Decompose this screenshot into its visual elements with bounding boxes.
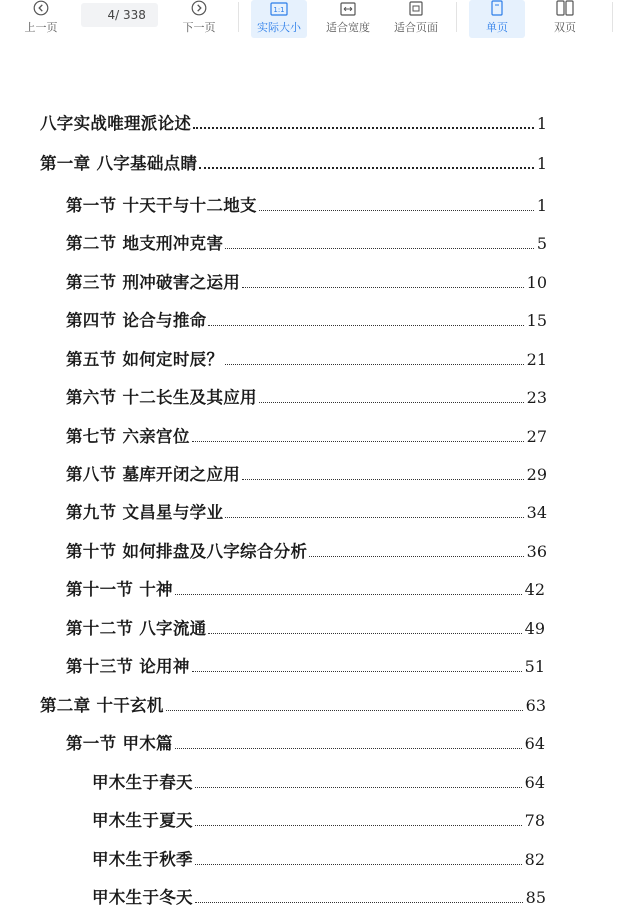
- double-page-label: 双页: [554, 21, 576, 34]
- toc-entry[interactable]: [92, 850, 545, 870]
- toc-entry[interactable]: [66, 273, 547, 293]
- toc-entry-title: 第七节 六亲宫位: [66, 427, 190, 446]
- toc-entry[interactable]: [92, 888, 546, 908]
- toc-entry[interactable]: [92, 811, 545, 831]
- toc-entry[interactable]: [40, 696, 546, 716]
- toc-entry[interactable]: [66, 580, 545, 600]
- toc-leader-dots: [192, 440, 524, 442]
- toc-entry-title: 第十三节 论用神: [66, 657, 190, 676]
- toc-entry-title: 第一节 十天干与十二地支: [66, 196, 257, 215]
- toc-entry-title: 第十一节 十神: [66, 580, 173, 599]
- toc-entry-page: 15: [526, 311, 547, 330]
- toc-entry-page: 49: [524, 619, 545, 638]
- fit-width-label: 适合宽度: [326, 21, 370, 34]
- fit-page-label: 适合页面: [394, 21, 438, 34]
- toc-entry-title: 第一章 八字基础点睛: [40, 154, 198, 173]
- toc-entry-title: 第五节 如何定时辰？: [66, 350, 224, 369]
- toc-entry[interactable]: [66, 734, 545, 754]
- toc-entry-title: 甲木生于冬天: [92, 888, 193, 907]
- toc-leader-dots: [242, 286, 524, 288]
- toc-leader-dots: [192, 670, 522, 672]
- toc-entry[interactable]: [66, 234, 547, 254]
- toc-entry[interactable]: [66, 388, 547, 408]
- toc-leader-dots: [195, 824, 522, 826]
- toc-entry[interactable]: [40, 154, 547, 174]
- toc-entry-title: 第八节 墓库开闭之应用: [66, 465, 241, 484]
- toc-entry-page: 36: [526, 542, 547, 561]
- toc-entry-title: 第二节 地支刑冲克害: [66, 234, 224, 253]
- toc-entry-title: 甲木生于秋季: [92, 850, 193, 869]
- toc-entry-title: 八字实战唯理派论述: [40, 114, 192, 133]
- toc-leader-dots: [195, 863, 522, 865]
- toc-leader-dots: [225, 363, 523, 365]
- toc-entry-page: 34: [526, 503, 547, 522]
- toc-entry-page: 85: [525, 888, 546, 907]
- toc-entry-title: 第十节 如何排盘及八字综合分析: [66, 542, 308, 561]
- toc-leader-dots: [309, 555, 523, 557]
- toc-entry[interactable]: [66, 350, 547, 370]
- toc-entry-title: 甲木生于春天: [92, 773, 193, 792]
- toc-leader-dots: [195, 901, 523, 903]
- toc-entry[interactable]: [66, 465, 547, 485]
- toc-entry-page: 10: [526, 273, 547, 292]
- toc-entry-page: 64: [524, 773, 545, 792]
- toc-entry-title: 第九节 文昌星与学业: [66, 503, 224, 522]
- page-total: / 338: [115, 8, 146, 22]
- single-page-label: 单页: [486, 21, 508, 34]
- toc-entry[interactable]: [66, 619, 545, 639]
- toc-entry-title: 第六节 十二长生及其应用: [66, 388, 257, 407]
- toc-entry[interactable]: [66, 311, 547, 331]
- toc-leader-dots: [175, 593, 522, 595]
- toc-leader-dots: [208, 632, 521, 634]
- toc-entry-page: 78: [524, 811, 545, 830]
- toc-entry-page: 63: [525, 696, 546, 715]
- toc-leader-dots: [259, 209, 534, 211]
- toc-leader-dots: [225, 247, 534, 249]
- toc-entry-title: 第四节 论合与推命: [66, 311, 207, 330]
- toc-leader-dots: [208, 324, 523, 326]
- toc-entry-page: 21: [526, 350, 547, 369]
- toc-entry[interactable]: [66, 196, 547, 216]
- toc-leader-dots: [175, 747, 522, 749]
- toc-leader-dots: [199, 166, 534, 169]
- toc-entry-page: 1: [536, 114, 547, 133]
- toc-entry-page: 51: [524, 657, 545, 676]
- toc-leader-dots: [193, 126, 534, 129]
- svg-text:1:1: 1:1: [273, 6, 285, 14]
- toc-leader-dots: [259, 401, 524, 403]
- toc-entry-page: 23: [526, 388, 547, 407]
- toc-entry[interactable]: [40, 114, 547, 134]
- toc-leader-dots: [195, 786, 522, 788]
- toc-entry-page: 5: [536, 234, 547, 253]
- toc-entry[interactable]: [66, 503, 547, 523]
- toc-entry[interactable]: [92, 773, 545, 793]
- prev-page-label: 上一页: [24, 21, 58, 34]
- toc-entry-title: 第三节 刑冲破害之运用: [66, 273, 241, 292]
- toc-entry[interactable]: [66, 542, 547, 562]
- toc-entry-page: 64: [524, 734, 545, 753]
- toc-entry[interactable]: [66, 657, 545, 677]
- toc-entry-page: 27: [526, 427, 547, 446]
- toc-entry-title: 甲木生于夏天: [92, 811, 193, 830]
- toc-leader-dots: [225, 516, 523, 518]
- toc-leader-dots: [166, 709, 523, 711]
- toc-leader-dots: [242, 478, 524, 480]
- next-page-label: 下一页: [182, 21, 216, 34]
- actual-size-label: 实际大小: [257, 21, 301, 34]
- toc-entry-page: 82: [524, 850, 545, 869]
- toc-entry-title: 第二章 十干玄机: [40, 696, 164, 715]
- toc-entry[interactable]: [66, 427, 547, 447]
- toc-entry-title: 第十二节 八字流通: [66, 619, 207, 638]
- toc-entry-title: 第一节 甲木篇: [66, 734, 173, 753]
- toc-entry-page: 42: [524, 580, 545, 599]
- toc-entry-page: 1: [536, 196, 547, 215]
- toc-entry-page: 1: [536, 154, 547, 173]
- toc-entry-page: 29: [526, 465, 547, 484]
